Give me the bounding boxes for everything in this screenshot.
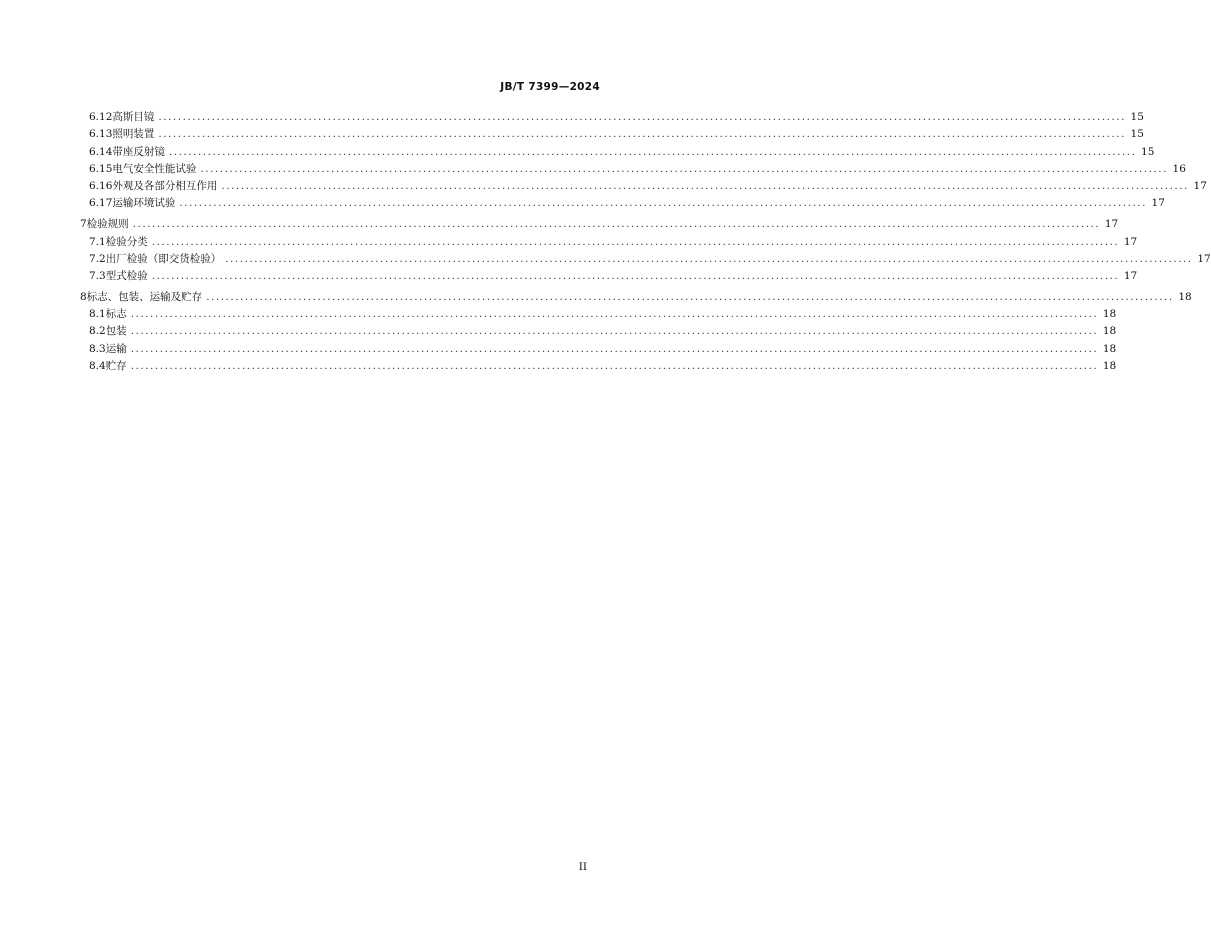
toc-entry[interactable] [80,290,1192,304]
toc-entry-page: 18 [1102,343,1117,355]
toc-entry-page: 17 [1123,270,1138,282]
toc-entry[interactable] [89,359,1117,373]
toc-entry[interactable] [89,307,1117,321]
toc-entry-number: 6.14 [89,146,113,158]
toc-leader-dots: ........................................................................................................................................................................................................ [168,146,1137,158]
toc-entry-number: 7.1 [89,236,106,248]
toc-entry[interactable] [89,162,1186,176]
toc-entry-title: 贮存 [105,360,127,372]
toc-entry-title: 标志、包装、运输及贮存 [86,291,203,303]
toc-entry[interactable] [89,235,1138,249]
toc-leader-dots: ........................................................................................................................................................................................................ [206,291,1174,303]
toc-entry-title: 出厂检验（即交货检验） [105,253,222,265]
toc-entry-title: 型式检验 [105,270,148,282]
toc-entry-number: 6.15 [89,163,113,175]
toc-leader-dots: ........................................................................................................................................................................................................ [130,343,1099,355]
toc-leader-dots: ........................................................................................................................................................................................................ [130,325,1099,337]
toc-entry-number: 6.12 [89,111,113,123]
toc-entry-page: 17 [1123,236,1138,248]
toc-entry-number: 8.1 [89,308,106,320]
toc-entry-number: 8.4 [89,360,106,372]
toc-entry-title: 运输 [105,343,127,355]
toc-entry-page: 15 [1141,146,1155,158]
toc-leader-dots: ........................................................................................................................................................................................................ [158,111,1126,123]
toc-entry-number: 7.2 [89,253,106,265]
toc-leader-dots: ........................................................................................................................................................................................................ [132,218,1101,230]
toc-leader-dots: ........................................................................................................................................................................................................ [151,236,1120,248]
toc-entry[interactable] [89,342,1117,356]
document-id-header: JB/T 7399—2024 [500,81,600,93]
toc-entry-title: 外观及各部分相互作用 [112,180,218,192]
toc-entry[interactable] [89,252,1211,266]
toc-entry[interactable] [89,269,1138,283]
page-number: II [578,861,587,873]
toc-entry[interactable] [89,196,1165,210]
toc-leader-dots: ........................................................................................................................................................................................................ [200,163,1168,175]
toc-entry-number: 6.16 [89,180,113,192]
toc-leader-dots: ........................................................................................................................................................................................................ [221,180,1189,192]
toc-entry-page: 17 [1104,218,1119,230]
toc-entry[interactable] [89,145,1155,159]
toc-entry-title: 运输环境试验 [112,197,176,209]
toc-entry-title: 电气安全性能试验 [112,163,197,175]
toc-entry-number: 7.3 [89,270,106,282]
toc-leader-dots: ........................................................................................................................................................................................................ [179,197,1147,209]
toc-entry-title: 标志 [105,308,127,320]
toc-entry[interactable] [89,110,1144,124]
toc-entry-title: 包装 [105,325,127,337]
toc-entry-number: 7 [80,218,87,230]
toc-entry-page: 16 [1172,163,1186,175]
toc-entry-number: 8 [80,291,87,303]
toc-entry-page: 17 [1197,253,1211,265]
toc-entry-number: 6.17 [89,197,113,209]
toc-entry-page: 17 [1193,180,1207,192]
toc-entry-page: 18 [1102,308,1117,320]
toc-entry-title: 照明装置 [112,128,155,140]
toc-entry[interactable] [89,127,1144,141]
toc-entry[interactable] [89,179,1207,193]
toc-leader-dots: ........................................................................................................................................................................................................ [130,360,1099,372]
toc-leader-dots: ........................................................................................................................................................................................................ [225,253,1193,265]
toc-entry-page: 15 [1130,128,1144,140]
toc-entry-number: 8.2 [89,325,106,337]
toc-entry-page: 15 [1130,111,1144,123]
toc-leader-dots: ........................................................................................................................................................................................................ [158,128,1126,140]
toc-entry-page: 18 [1178,291,1192,303]
toc-entry-page: 18 [1102,325,1117,337]
toc-entry[interactable] [89,324,1117,338]
toc-entry-title: 检验规则 [86,218,129,230]
toc-entry-title: 检验分类 [105,236,148,248]
toc-entry-number: 6.13 [89,128,113,140]
toc-entry-number: 8.3 [89,343,106,355]
toc-entry-page: 18 [1102,360,1117,372]
toc-leader-dots: ........................................................................................................................................................................................................ [151,270,1120,282]
toc-entry-title: 带座反射镜 [112,146,165,158]
toc-leader-dots: ........................................................................................................................................................................................................ [130,308,1099,320]
toc-entry-title: 高斯目镜 [112,111,155,123]
toc-entry[interactable] [80,217,1119,231]
toc-entry-page: 17 [1151,197,1165,209]
